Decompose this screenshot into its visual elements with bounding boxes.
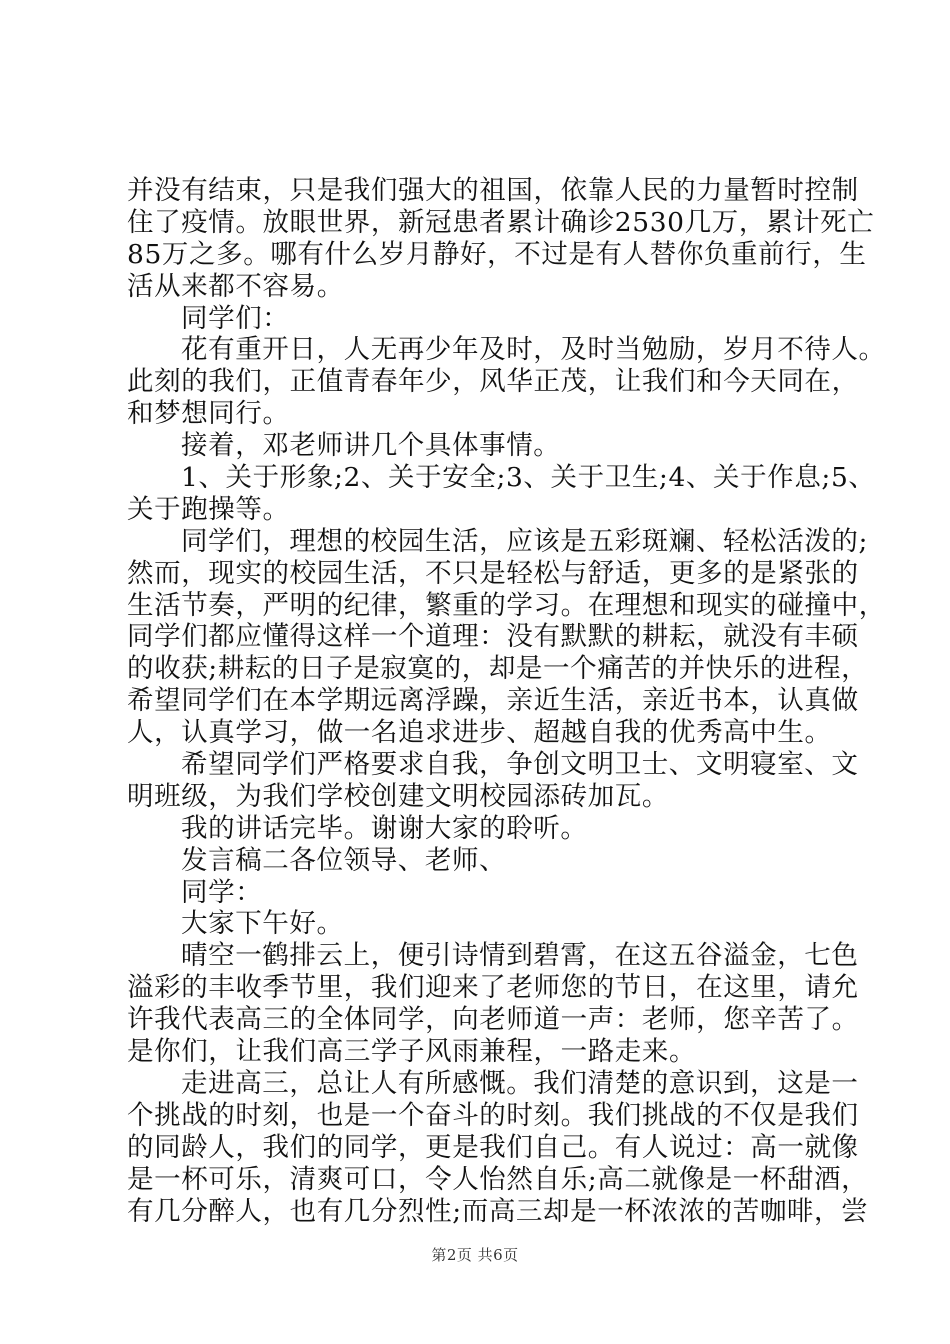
text-line: 是你们，让我们高三学子风雨兼程，一路走来。	[127, 1036, 697, 1068]
text-line: 然而，现实的校园生活，不只是轻松与舒适，更多的是紧张的	[127, 557, 859, 589]
text-line: 晴空一鹤排云上，便引诗情到碧霄，在这五谷溢金，七色	[181, 940, 859, 972]
text-line: 发言稿二各位领导、老师、	[181, 844, 507, 876]
text-line: 住了疫情。放眼世界，新冠患者累计确诊2530几万，累计死亡	[127, 206, 875, 238]
text-line: 同学们：	[181, 302, 290, 334]
text-line: 活从来都不容易。	[127, 270, 344, 302]
text-line: 85万之多。哪有什么岁月静好，不过是有人替你负重前行，生	[127, 238, 867, 270]
text-line: 大家下午好。	[181, 908, 344, 940]
text-line: 个挑战的时刻，也是一个奋斗的时刻。我们挑战的不仅是我们	[127, 1099, 859, 1131]
text-line: 许我代表高三的全体同学，向老师道一声：老师，您辛苦了。	[127, 1004, 859, 1036]
text-line: 接着，邓老师讲几个具体事情。	[181, 430, 561, 462]
text-line: 生活节奏，严明的纪律，繁重的学习。在理想和现实的碰撞中，	[127, 589, 886, 621]
text-line: 明班级，为我们学校创建文明校园添砖加瓦。	[127, 780, 669, 812]
document-body	[127, 175, 886, 1227]
page-number-label: 第2页 共6页	[431, 1246, 519, 1264]
text-line: 同学们，理想的校园生活，应该是五彩斑斓、轻松活泼的;	[181, 525, 869, 557]
text-line: 1、关于形象;2、关于安全;3、关于卫生;4、关于作息;5、	[181, 462, 876, 494]
text-line: 是一杯可乐，清爽可口，令人怡然自乐;高二就像是一杯甜酒，	[127, 1163, 869, 1195]
text-line: 并没有结束，只是我们强大的祖国，依靠人民的力量暂时控制	[127, 175, 859, 206]
text-line: 走进高三，总让人有所感慨。我们清楚的意识到，这是一	[181, 1067, 859, 1099]
text-line: 关于跑操等。	[127, 493, 290, 525]
text-line: 溢彩的丰收季节里，我们迎来了老师您的节日，在这里，请允	[127, 972, 859, 1004]
text-line: 和梦想同行。	[127, 398, 290, 430]
text-line: 此刻的我们，正值青春年少，风华正茂，让我们和今天同在，	[127, 366, 859, 398]
page-footer	[0, 1244, 950, 1265]
text-line: 花有重开日，人无再少年及时，及时当勉励，岁月不待人。	[181, 334, 886, 366]
text-line: 希望同学们严格要求自我，争创文明卫士、文明寝室、文	[181, 749, 859, 781]
text-line: 有几分醉人，也有几分烈性;而高三却是一杯浓浓的苦咖啡，尝	[127, 1195, 869, 1227]
text-line: 的收获;耕耘的日子是寂寞的，却是一个痛苦的并快乐的进程，	[127, 653, 869, 685]
text-line: 同学们都应懂得这样一个道理：没有默默的耕耘，就没有丰硕	[127, 621, 859, 653]
text-line: 的同龄人，我们的同学，更是我们自己。有人说过：高一就像	[127, 1131, 859, 1163]
text-line: 同学：	[181, 876, 263, 908]
text-line: 人，认真学习，做一名追求进步、超越自我的优秀高中生。	[127, 717, 832, 749]
text-line: 希望同学们在本学期远离浮躁，亲近生活，亲近书本，认真做	[127, 685, 859, 717]
text-line: 我的讲话完毕。谢谢大家的聆听。	[181, 812, 588, 844]
